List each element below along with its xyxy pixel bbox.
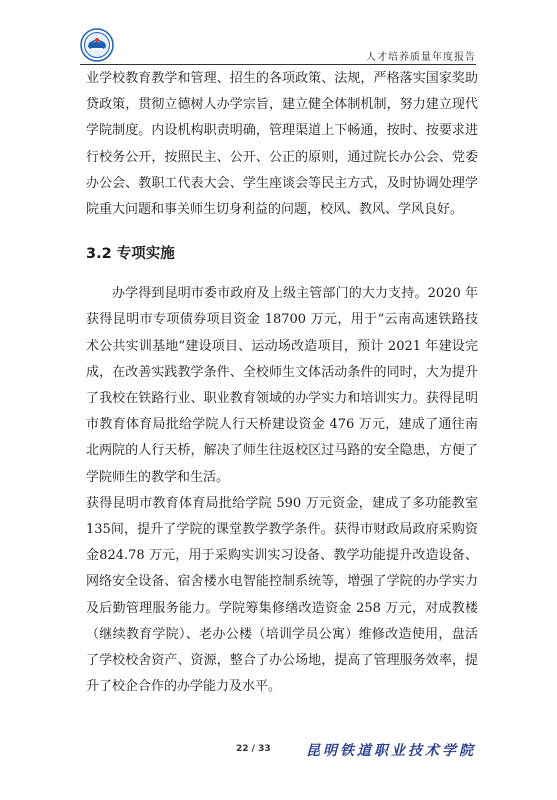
- page-body: [86, 66, 478, 700]
- page-footer: [0, 740, 557, 764]
- page-number: 22 / 33: [236, 744, 271, 754]
- section-heading: 3.2 专项实施: [86, 246, 175, 263]
- school-emblem-icon: [80, 28, 114, 62]
- body-paragraph-1: 办学得到昆明市委市政府及上级主管部门的大力支持。2020 年获得昆明市专项债券项目资金 18700 万元，用于“云南高速铁路技术公共实训基地”建设项目、运动场改造项目，预计 2021 年建设完成，在改善实践教学条件、全校师生文体活动条件的同时，大为提升了我校在铁路行业、职业教育领域的办学实力和培训实力。获得昆明市教育体育局批给学院人行天桥建设资金 476 万元，建成了通往南北两院的人行天桥，解决了师生往返校区过马路的安全隐患，方便了学院师生的教学和生活。: [86, 286, 478, 485]
- body-paragraph-2: 获得昆明市教育体育局批给学院 590 万元资金，建成了多功能教室 135间，提升了学院的课堂教学教学条件。获得市财政局政府采购资金824.78 万元，用于采购实训实习设备、教学功能提升改造设备、网络安全设备、宿舍楼水电智能控制系统等，增强了学院的办学实力及后勤管理服务能力。学院筹集修缮改造资金 258 万元，对成教楼（继续教育学院）、老办公楼（培训学员公寓）维修改造使用，盘活了学校校舍资产、资源，整合了办公场地，提高了管理服务效率，提升了校企合作的办学能力及水平。: [86, 495, 478, 695]
- report-title: 人才培养质量年度报告: [366, 52, 476, 63]
- footer-school-name: 昆明铁道职业技术学院: [306, 743, 476, 759]
- page-header: [80, 28, 476, 66]
- continued-paragraph: 业学校教育教学和管理、招生的各项政策、法规，严格落实国家奖助贷政策，贯彻立德树人办学宗旨，建立健全体制机制，努力建立现代学院制度。内设机构职责明确，管理渠道上下畅通，按时、按要求进行校务公开，按照民主、公开、公正的原则，通过院长办公会、党委办公会、教职工代表大会、学生座谈会等民主方式，及时协调处理学院重大问题和事关师生切身利益的问题，校风、教风、学风良好。: [86, 71, 478, 218]
- header-divider: [80, 64, 476, 65]
